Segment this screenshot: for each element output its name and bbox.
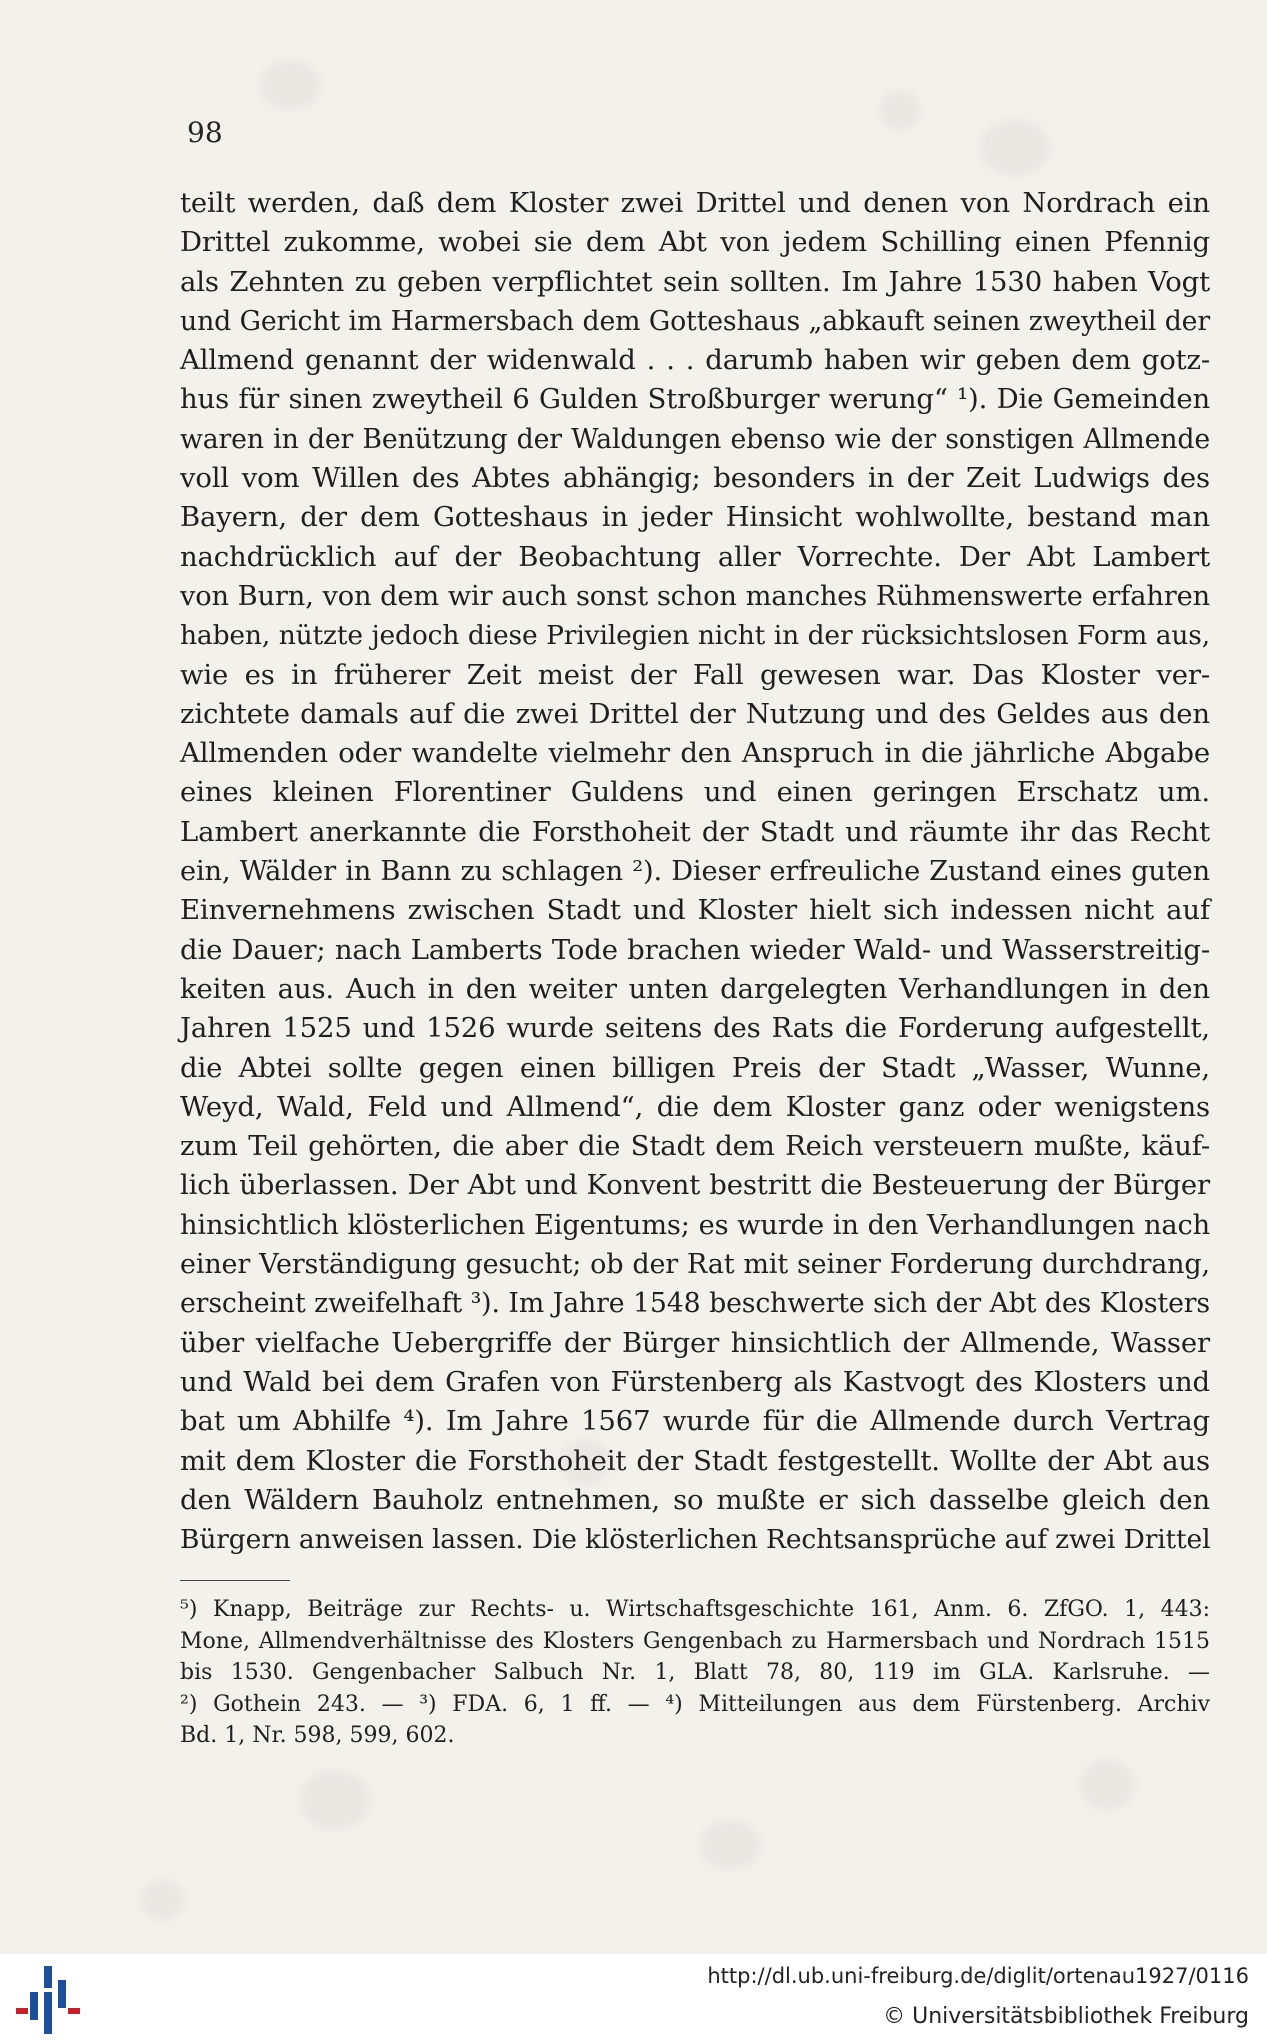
body-text <box>180 184 1210 1559</box>
body-line: und Wald bei dem Grafen von Fürstenberg als Kastvogt des Klosters und <box>180 1365 1210 1398</box>
body-line: Drittel zukomme, wobei sie dem Abt von jedem Schilling einen Pfennig <box>180 226 1210 259</box>
permalink-url[interactable]: http://dl.ub.uni-freiburg.de/diglit/ortenau1927/0116 <box>707 1964 1249 1988</box>
viewer-footer <box>0 1954 1267 2044</box>
body-line: die Dauer; nach Lamberts Tode brachen wieder Wald- und Wasserstreitig- <box>180 933 1210 966</box>
footnote-line: Bd. 1, Nr. 598, 599, 602. <box>180 1723 455 1748</box>
body-line: voll vom Willen des Abtes abhängig; besonders in der Zeit Ludwigs des <box>180 462 1210 495</box>
body-line: Allmenden oder wandelte vielmehr den Anspruch in die jährliche Abgabe <box>180 737 1210 770</box>
body-line: hus für sinen zweytheil 6 Gulden Stroßburger werung“ ¹). Die Gemeinden <box>180 383 1210 416</box>
footnote-line: ²) Gothein 243. — ³) FDA. 6, 1 ff. — ⁴) Mitteilungen aus dem Fürstenberg. Archiv <box>180 1691 1210 1717</box>
body-line: von Burn, von dem wir auch sonst schon manches Rühmenswerte erfahren <box>180 580 1210 612</box>
body-line: ein, Wälder in Bann zu schlagen ²). Dieser erfreuliche Zustand eines guten <box>180 856 1210 888</box>
body-line: hinsichtlich klösterlichen Eigentums; es wurde in den Verhandlungen nach <box>180 1209 1210 1241</box>
footnote-divider <box>180 1580 290 1581</box>
body-line: bat um Abhilfe ⁴). Im Jahre 1567 wurde für die Allmende durch Vertrag <box>180 1405 1210 1438</box>
footnote-line: Mone, Allmendverhältnisse des Klosters Gengenbach zu Harmersbach und Nordrach 1515 <box>180 1628 1210 1654</box>
body-line: keiten aus. Auch in den weiter unten dargelegten Verhandlungen in den <box>180 972 1210 1005</box>
body-line: Bürgern anweisen lassen. Die klösterlichen Rechtsansprüche auf zwei Drittel <box>180 1524 1211 1556</box>
body-line: zum Teil gehörten, die aber die Stadt dem Reich versteuern mußte, käuf- <box>180 1130 1210 1163</box>
footnotes <box>180 1594 1210 1752</box>
body-line: Jahren 1525 und 1526 wurde seitens des Rats die Forderung aufgestellt, <box>180 1012 1210 1045</box>
body-line: einer Verständigung gesucht; ob der Rat mit seiner Forderung durchdrang, <box>180 1249 1210 1281</box>
body-line: Bayern, der dem Gotteshaus in jeder Hinsicht wohlwollte, bestand man <box>180 501 1210 534</box>
page-number: 98 <box>187 116 223 149</box>
body-line: Lambert anerkannte die Forsthoheit der Stadt und räumte ihr das Recht <box>180 815 1210 848</box>
body-line: wie es in früherer Zeit meist der Fall gewesen war. Das Kloster ver- <box>180 658 1210 691</box>
library-logo-icon <box>16 1962 82 2038</box>
body-line: eines kleinen Florentiner Guldens und einen geringen Erschatz um. <box>180 776 1210 809</box>
body-line: zichtete damals auf die zwei Drittel der Nutzung und des Geldes aus den <box>180 697 1210 730</box>
copyright-notice: © Universitätsbibliothek Freiburg <box>883 2004 1249 2029</box>
body-line: Allmend genannt der widenwald . . . darumb haben wir geben dem gotz- <box>180 344 1210 377</box>
body-line: erscheint zweifelhaft ³). Im Jahre 1548 beschwerte sich der Abt des Klosters <box>180 1288 1210 1320</box>
body-line: als Zehnten zu geben verpflichtet sein sollten. Im Jahre 1530 haben Vogt <box>180 265 1210 298</box>
body-line: nachdrücklich auf der Beobachtung aller Vorrechte. Der Abt Lambert <box>180 540 1210 573</box>
footnote-line: ⁵) Knapp, Beiträge zur Rechts- u. Wirtschaftsgeschichte 161, Anm. 6. ZfGO. 1, 443: <box>180 1597 1210 1622</box>
body-line: haben, nützte jedoch diese Privilegien nicht in der rücksichtslosen Form aus, <box>180 620 1210 652</box>
body-line: lich überlassen. Der Abt und Konvent bestritt die Besteuerung der Bürger <box>180 1169 1210 1202</box>
body-line: über vielfache Uebergriffe der Bürger hinsichtlich der Allmende, Wasser <box>180 1326 1210 1359</box>
footnote-line: bis 1530. Gengenbacher Salbuch Nr. 1, Blatt 78, 80, 119 im GLA. Karlsruhe. — <box>180 1660 1210 1685</box>
body-line: den Wäldern Bauholz entnehmen, so mußte er sich dasselbe gleich den <box>180 1483 1210 1516</box>
body-line: Weyd, Wald, Feld und Allmend“, die dem Kloster ganz oder wenigstens <box>180 1090 1210 1123</box>
body-line: teilt werden, daß dem Kloster zwei Drittel und denen von Nordrach ein <box>180 187 1210 219</box>
body-line: die Abtei sollte gegen einen billigen Preis der Stadt „Wasser, Wunne, <box>180 1051 1210 1084</box>
body-line: und Gericht im Harmersbach dem Gotteshaus „abkauft seinen zweytheil der <box>180 305 1210 337</box>
body-line: waren in der Benützung der Waldungen ebenso wie der sonstigen Allmende <box>180 423 1210 455</box>
body-line: mit dem Kloster die Forsthoheit der Stadt festgestellt. Wollte der Abt aus <box>180 1444 1210 1477</box>
body-line: Einvernehmens zwischen Stadt und Kloster hielt sich indessen nicht auf <box>180 894 1210 927</box>
